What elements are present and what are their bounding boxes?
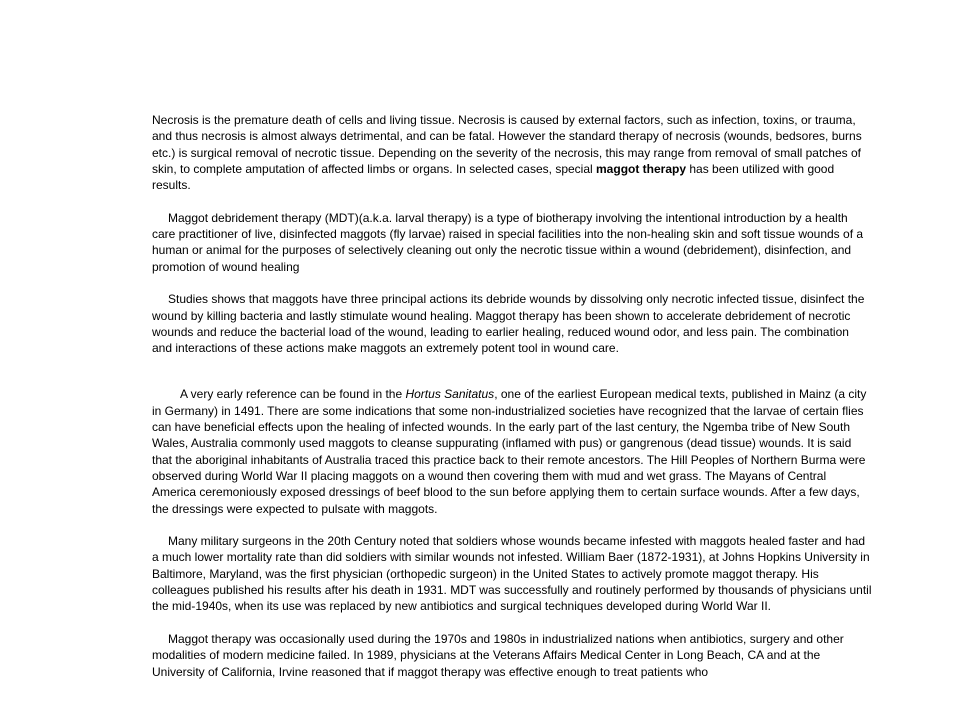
paragraph-necrosis-text-b: has been utilized with good results. <box>152 161 835 193</box>
document-body <box>152 112 872 680</box>
maggot-therapy-bold: maggot therapy <box>596 161 687 176</box>
paragraph-spacer <box>152 615 872 631</box>
paragraph-spacer <box>152 517 872 533</box>
paragraph-necrosis <box>152 112 872 193</box>
paragraph-modern: Maggot therapy was occasionally used during the 1970s and 1980s in industrialized nations when antibiotics, surgery and other modalities of modern medicine failed. In 1989, physicians at the Veterans Affairs Medical Center in Long Beach, CA and at the University of California, Irvine reasoned that if maggot therapy was effective enough to treat patients who <box>152 631 844 679</box>
paragraph-military: Many military surgeons in the 20th Century noted that soldiers whose wounds became infested with maggots healed faster and had a much lower mortality rate than did soldiers with similar wounds not infested. William Baer (1872-1931), at Johns Hopkins University in Baltimore, Maryland, was the first physician (orthopedic surgeon) in the United States to actively promote maggot therapy. His colleagues published his results after his death in 1931. MDT was successfully and routinely performed by thousands of physicians until the mid-1940s, when its use was replaced by new antibiotics and surgical techniques developed during World War II. <box>152 534 872 614</box>
hortus-sanitatus-italic: Hortus Sanitatus <box>405 387 495 402</box>
paragraph-spacer <box>152 356 872 386</box>
paragraph-studies: Studies shows that maggots have three principal actions its debride wounds by dissolving only necrotic infected tissue, disinfect the wound by killing bacteria and lastly stimulate wound healing. Maggot therapy has been shown to accelerate debridement of necrotic wounds and reduce the bacterial load of the wound, leading to earlier healing, reduced wound odor, and less pain. The combination and interactions of these actions make maggots an extremely potent tool in wound care. <box>152 292 865 356</box>
paragraph-history-text-a: A very early reference can be found in the <box>180 387 406 402</box>
paragraph-spacer <box>152 275 872 291</box>
paragraph-mdt: Maggot debridement therapy (MDT)(a.k.a. larval therapy) is a type of biotherapy involving the intentional introduction by a health care practitioner of live, disinfected maggots (fly larvae) raised in special facilities into the non-healing skin and soft tissue wounds of a human or animal for the purposes of selectively cleaning out only the necrotic tissue within a wound (debridement), disinfection, and promotion of wound healing <box>152 210 864 274</box>
paragraph-history-text-b: , one of the earliest European medical texts, published in Mainz (a city in Germany) in 1491. There are some indications that some non-industrialized societies have recognized that the larvae of certain flies can have beneficial effects upon the healing of infected wounds. In the early part of the last century, the Ngemba tribe of New South Wales, Australia commonly used maggots to cleanse suppurating (inflamed with pus) or gangrenous (dead tissue) wounds. It is said that the aboriginal inhabitants of Australia traced this practice back to their remote ancestors. The Hill Peoples of Northern Burma were observed during World War II placing maggots on a wound then covering them with mud and wet grass. The Mayans of Central America ceremoniously exposed dressings of beef blood to the sun before applying them to certain surface wounds. After a few days, the dressings were expected to pulsate with maggots. <box>152 387 867 516</box>
paragraph-history <box>152 386 872 516</box>
paragraph-spacer <box>152 193 872 209</box>
paragraph-necrosis-text-a: Necrosis is the premature death of cells and living tissue. Necrosis is caused by external factors, such as infection, toxins, or trauma, and thus necrosis is almost always detrimental, and can be fatal. However the standard therapy of necrosis (wounds, bedsores, burns etc.) is surgical removal of necrotic tissue. Depending on the severity of the necrosis, this may range from removal of small patches of skin, to complete amputation of affected limbs or organs. In selected cases, special <box>152 113 862 176</box>
